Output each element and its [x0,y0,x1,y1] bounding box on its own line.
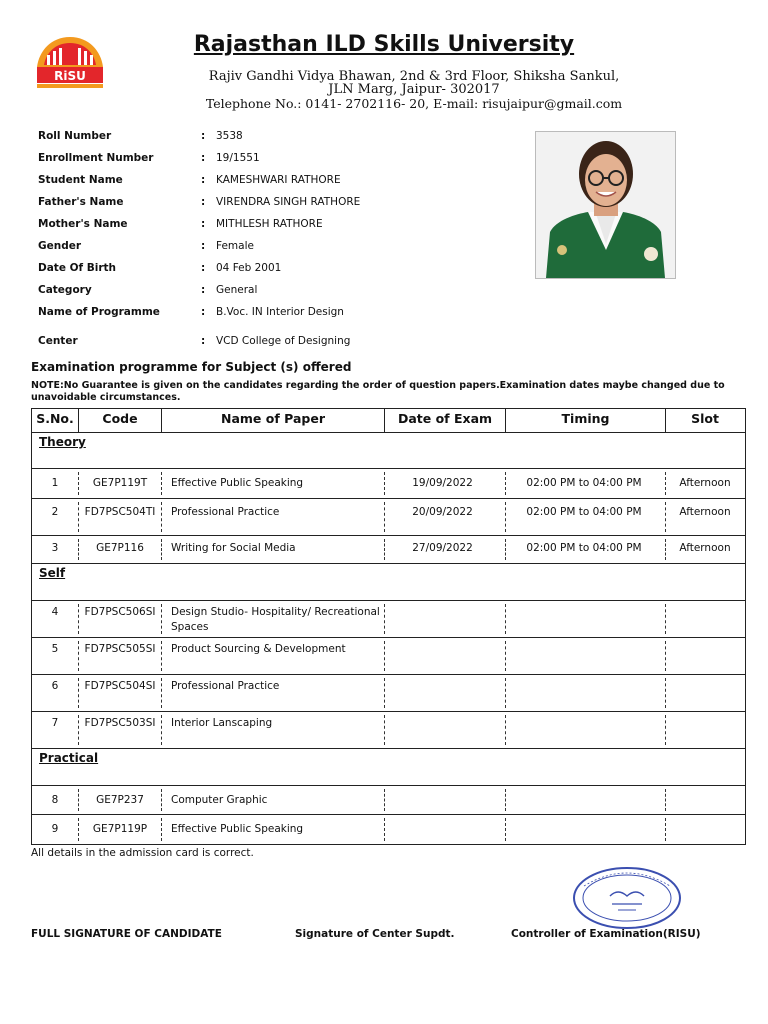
field-label: Date Of Birth [38,262,117,274]
cell-paper: Writing for Social Media [171,542,296,554]
cell-timing [506,712,662,748]
cell-sno: 8 [51,794,59,806]
cell-date [385,815,500,844]
cell-code: GE7P119T [92,477,148,489]
cell-code: FD7PSC504TI [84,506,156,518]
cell-slot: Afternoon [679,477,731,489]
cell-code: GE7P116 [96,542,144,554]
field-label: Name of Programme [38,306,160,318]
cell-sno: 1 [51,477,59,489]
cell-slot [666,638,744,674]
header-date: Date of Exam [397,411,493,426]
header-sno: S.No. [36,411,74,426]
address-line-1: Rajiv Gandhi Vidya Bhawan, 2nd & 3rd Floor, Shiksha Sankul, [208,69,620,84]
field-value: MITHLESH RATHORE [216,218,323,230]
cell-date: 20/09/2022 [412,506,473,518]
table-row [32,712,745,749]
table-row [32,536,745,564]
gender-row [38,240,518,262]
field-label: Enrollment Number [38,152,154,164]
candidate-signature-label: FULL SIGNATURE OF CANDIDATE [31,928,222,940]
field-label: Mother's Name [38,218,128,230]
cell-sno: 9 [51,823,59,835]
cell-sno: 2 [51,506,59,518]
colon: : [201,240,206,252]
cell-slot [666,815,744,844]
section-title: Practical [39,751,99,765]
cell-code: GE7P237 [96,794,144,806]
cell-timing [506,638,662,674]
field-value: KAMESHWARI RATHORE [216,174,341,186]
table-row [32,638,745,675]
cell-date [385,786,500,814]
header-slot: Slot [691,411,719,426]
field-value: B.Voc. IN Interior Design [216,306,344,318]
field-value: General [216,284,258,296]
exam-heading: Examination programme for Subject (s) offered [31,360,352,374]
controller-seal [572,866,682,930]
field-label: Father's Name [38,196,124,208]
cell-sno: 4 [51,606,59,618]
category-row [38,284,518,306]
colon: : [201,335,206,347]
colon: : [201,306,206,318]
cell-paper: Effective Public Speaking [171,477,304,489]
cell-timing: 02:00 PM to 04:00 PM [526,477,642,489]
mother-name-row [38,218,518,240]
table-row [32,469,745,499]
contact-line: Telephone No.: 0141- 2702116- 20, E-mail: risujaipur@gmail.com [205,96,623,111]
cell-timing [506,815,662,844]
cell-paper: Computer Graphic [171,794,268,806]
university-title: Rajasthan ILD Skills University [193,32,575,57]
address-line-2: JLN Marg, Jaipur- 302017 [328,82,500,97]
cell-date: 19/09/2022 [412,477,473,489]
student-name-row [38,174,518,196]
colon: : [201,196,206,208]
controller-signature-label: Controller of Examination(RISU) [511,928,701,940]
father-name-row [38,196,518,218]
cell-paper: Professional Practice [171,680,280,692]
cell-paper: Interior Lanscaping [171,717,273,729]
cell-sno: 3 [51,542,59,554]
svg-text:RiSU: RiSU [54,69,86,83]
field-value: VIRENDRA SINGH RATHORE [216,196,361,208]
cell-slot [666,712,744,748]
field-label: Student Name [38,174,123,186]
section-title: Self [39,566,66,580]
field-value: Female [216,240,254,252]
colon: : [201,284,206,296]
field-value: 04 Feb 2001 [216,262,282,274]
date-of-birth-row [38,262,518,284]
enrollment-number-row [38,152,518,174]
header-code: Code [102,411,138,426]
field-label: Center [38,335,78,347]
cell-paper: Design Studio- Hospitality/ Recreational Spaces [171,606,380,633]
table-header [32,409,745,433]
cell-timing: 02:00 PM to 04:00 PM [526,506,642,518]
center-signature-label: Signature of Center Supdt. [295,928,455,940]
cell-paper: Professional Practice [171,506,280,518]
table-row [32,675,745,712]
cell-date [385,675,500,711]
header-timing: Timing [561,411,610,426]
cell-timing [506,675,662,711]
table-row [32,786,745,815]
cell-code: FD7PSC505SI [84,643,156,655]
cell-date [385,638,500,674]
exam-note: NOTE:No Guarantee is given on the candidates regarding the order of question papers.Examination dates maybe changed due to unavoidable circumstances. [31,380,725,403]
section-title: Theory [39,435,86,449]
roll-number-row [38,130,518,152]
field-label: Gender [38,240,82,252]
cell-slot [666,786,744,814]
cell-sno: 7 [51,717,59,729]
section-self [32,564,745,601]
student-photo [535,131,676,279]
cell-timing: 02:00 PM to 04:00 PM [526,542,642,554]
cell-slot [666,675,744,711]
section-theory [32,433,745,469]
table-row [32,815,745,845]
colon: : [201,174,206,186]
colon: : [201,130,206,142]
cell-timing [506,601,662,637]
cell-code: FD7PSC506SI [84,606,156,618]
cell-slot [666,601,744,637]
field-label: Category [38,284,92,296]
cell-sno: 5 [51,643,59,655]
cell-date [385,712,500,748]
cell-paper: Product Sourcing & Development [171,643,346,655]
cell-date [385,601,500,637]
declaration-text: All details in the admission card is correct. [31,847,254,859]
field-value: 19/1551 [216,152,260,164]
section-practical [32,749,745,786]
table-row [32,601,745,638]
field-label: Roll Number [38,130,112,142]
cell-code: FD7PSC503SI [84,717,156,729]
colon: : [201,262,206,274]
cell-sno: 6 [51,680,59,692]
exam-table [31,408,746,845]
cell-code: GE7P119P [92,823,148,835]
cell-timing [506,786,662,814]
field-value: VCD College of Designing [216,335,351,347]
colon: : [201,218,206,230]
cell-code: FD7PSC504SI [84,680,156,692]
cell-date: 27/09/2022 [412,542,473,554]
colon: : [201,152,206,164]
field-value: 3538 [216,130,243,142]
cell-paper: Effective Public Speaking [171,823,304,835]
header-paper: Name of Paper [221,411,325,426]
center-row [38,335,518,357]
cell-slot: Afternoon [679,542,731,554]
cell-slot: Afternoon [679,506,731,518]
programme-row [38,306,518,328]
table-row [32,499,745,536]
